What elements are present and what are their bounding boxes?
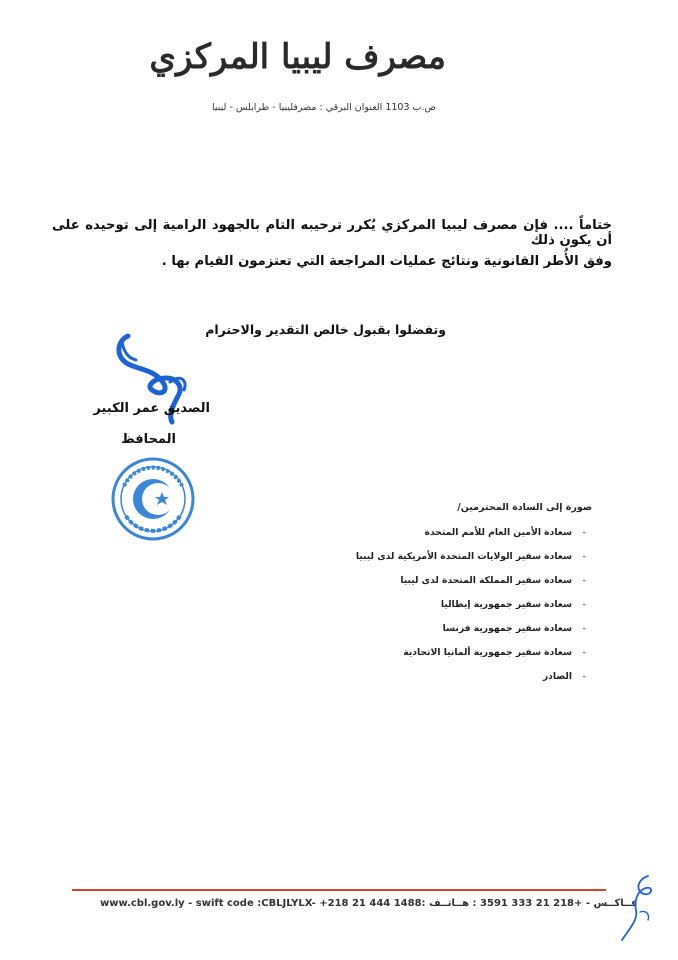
handwritten-signature [110,330,220,444]
list-item: - سعادة سفير جمهورية ألمانيا الاتحادية [326,647,586,671]
list-item: - سعادة سفير جمهورية فرنسا [326,623,586,647]
handwritten-initials [614,866,664,950]
copies-heading: صورة إلى السادة المحترمين/ [457,502,592,513]
copies-list [326,527,586,695]
footer-rule [72,889,606,891]
closing-salutation: وتفضلوا بقبول خالص التقدير والاحترام [205,322,446,337]
list-item: - سعادة سفير الولايات المتحدة الأمريكية لدى ليبيا [326,551,586,575]
bank-logo: مصرف ليبيا المركزي [149,37,446,77]
footer-contact: www.cbl.gov.ly - swift code :CBLJLYLX- +218 21 444 1488: فــاكــس - +218 21 333 3591 : هــاتــف [100,898,638,909]
list-item: - الصادر [326,671,586,695]
official-stamp [110,456,196,546]
list-item: - سعادة سفير المملكة المتحدة لدى ليبيا [326,575,586,599]
signatory-title: المحافظ [121,432,176,447]
signatory-name: الصديق عمر الكبير [93,401,210,416]
postal-address: ص.ب 1103 العنوان البرقي : مصرفليبيا - طرابلس - ليبيا [212,102,436,113]
body-paragraph-line-2: وفق الأُطر القانونية ونتائج عمليات المراجعة التي تعتزمون القيام بها . [161,254,612,269]
list-item: - سعادة الأمين العام للأمم المتحدة [326,527,586,551]
list-item: - سعادة سفير جمهورية إيطاليا [326,599,586,623]
body-paragraph-line-1: ختاماً .... فإن مصرف ليبيا المركزي يُكرر ترحيبه التام بالجهود الرامية إلى توحيده على أن يكون ذلك [52,218,612,248]
